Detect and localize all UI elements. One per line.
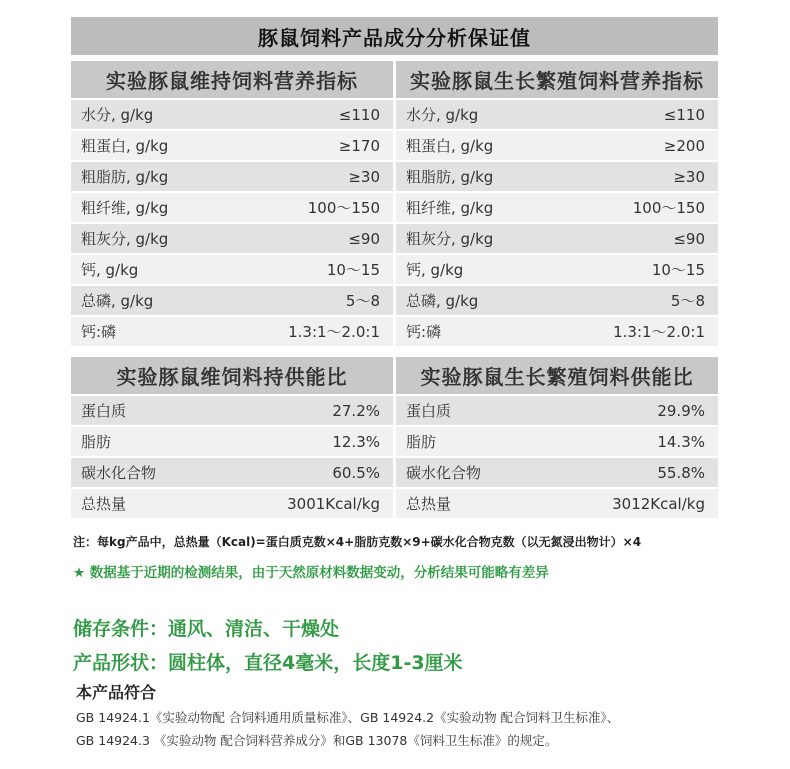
row-value: 55.8%	[657, 463, 705, 482]
row-value: ≤90	[673, 229, 705, 248]
row-label: 水分, g/kg	[406, 106, 479, 124]
row-label: 总热量	[81, 495, 127, 513]
row-value: ≤110	[663, 105, 705, 124]
maintenance-energy-rows	[71, 394, 393, 518]
row-value: 29.9%	[657, 401, 705, 420]
row-value: ≤110	[338, 105, 380, 124]
row-value: 1.3:1～2.0:1	[288, 323, 380, 341]
maintenance-nutrition-heading: 实验豚鼠维持饲料营养指标	[71, 61, 393, 98]
breeding-nutrition-table	[396, 61, 718, 346]
maintenance-energy-table	[71, 357, 393, 518]
row-label: 钙, g/kg	[81, 261, 139, 279]
row-label: 钙:磷	[81, 323, 117, 341]
row-label: 粗蛋白, g/kg	[406, 137, 494, 155]
row-label: 粗纤维, g/kg	[406, 199, 494, 217]
row-value: ≤90	[348, 229, 380, 248]
row-label: 脂肪	[81, 433, 112, 451]
table-row	[71, 456, 393, 487]
row-value: 12.3%	[332, 432, 380, 451]
table-row	[396, 191, 718, 222]
row-value: 3012Kcal/kg	[612, 494, 705, 513]
row-value: ≥30	[348, 167, 380, 186]
row-label: 粗纤维, g/kg	[81, 199, 169, 217]
breeding-energy-heading: 实验豚鼠生长繁殖饲料供能比	[396, 357, 718, 394]
row-value: ≥200	[663, 136, 705, 155]
row-value: 27.2%	[332, 401, 380, 420]
row-value: 1.3:1～2.0:1	[613, 323, 705, 341]
breeding-nutrition-rows	[396, 98, 718, 346]
table-row	[396, 222, 718, 253]
table-row	[71, 191, 393, 222]
energy-formula-note: 注：每kg产品中，总热量（Kcal)=蛋白质克数×4+脂肪克数×9+碳水化合物克数（以无氮浸出物计）×4	[73, 535, 642, 549]
row-value: ≥170	[338, 136, 380, 155]
row-label: 总热量	[406, 495, 452, 513]
table-row	[396, 160, 718, 191]
row-label: 蛋白质	[81, 402, 127, 420]
table-row	[396, 425, 718, 456]
row-label: 碳水化合物	[81, 464, 157, 482]
row-label: 总磷, g/kg	[81, 292, 154, 310]
row-label: 粗灰分, g/kg	[406, 230, 494, 248]
table-row	[71, 98, 393, 129]
standards-line-1: GB 14924.1《实验动物配 合饲料通用质量标准》、GB 14924.2《实验动物 配合饲料卫生标准》、	[76, 710, 620, 725]
row-value: ≥30	[673, 167, 705, 186]
row-label: 粗蛋白, g/kg	[81, 137, 169, 155]
maintenance-energy-heading: 实验豚鼠维饲料持供能比	[71, 357, 393, 394]
maintenance-nutrition-rows	[71, 98, 393, 346]
row-label: 脂肪	[406, 433, 437, 451]
table-row	[71, 253, 393, 284]
breeding-energy-rows	[396, 394, 718, 518]
row-value: 10～15	[326, 261, 380, 279]
table-row	[396, 253, 718, 284]
table-row	[71, 425, 393, 456]
table-row	[71, 129, 393, 160]
row-value: 5～8	[670, 292, 705, 310]
breeding-nutrition-heading: 实验豚鼠生长繁殖饲料营养指标	[396, 61, 718, 98]
row-label: 粗脂肪, g/kg	[406, 168, 494, 186]
table-row	[71, 315, 393, 346]
product-shape: 产品形状：圆柱体，直径4毫米，长度1-3厘米	[73, 652, 463, 674]
row-value: 14.3%	[657, 432, 705, 451]
table-row	[396, 129, 718, 160]
row-value: 100～150	[632, 199, 705, 217]
maintenance-nutrition-table	[71, 61, 393, 346]
table-row	[71, 160, 393, 191]
table-row	[71, 487, 393, 518]
table-row	[396, 284, 718, 315]
table-row	[396, 456, 718, 487]
row-label: 水分, g/kg	[81, 106, 154, 124]
row-label: 粗灰分, g/kg	[81, 230, 169, 248]
row-value: 10～15	[651, 261, 705, 279]
standards-line-2: GB 14924.3 《实验动物 配合饲料营养成分》和GB 13078《饲料卫生标准》的规定。	[76, 733, 558, 748]
table-row	[71, 222, 393, 253]
row-value: 100～150	[307, 199, 380, 217]
table-row	[71, 284, 393, 315]
table-row	[396, 394, 718, 425]
row-label: 钙:磷	[406, 323, 442, 341]
row-label: 蛋白质	[406, 402, 452, 420]
row-value: 60.5%	[332, 463, 380, 482]
breeding-energy-table	[396, 357, 718, 518]
row-value: 3001Kcal/kg	[287, 494, 380, 513]
row-label: 总磷, g/kg	[406, 292, 479, 310]
table-row	[396, 98, 718, 129]
page-title: 豚鼠饲料产品成分分析保证值	[71, 17, 718, 55]
conformance-title: 本产品符合	[76, 683, 157, 702]
row-label: 碳水化合物	[406, 464, 482, 482]
table-row	[71, 394, 393, 425]
table-row	[396, 487, 718, 518]
row-label: 粗脂肪, g/kg	[81, 168, 169, 186]
table-row	[396, 315, 718, 346]
data-disclaimer: ★ 数据基于近期的检测结果，由于天然原材料数据变动，分析结果可能略有差异	[73, 565, 549, 581]
storage-conditions: 储存条件：通风、清洁、干燥处	[73, 618, 340, 640]
row-label: 钙, g/kg	[406, 261, 464, 279]
row-value: 5～8	[345, 292, 380, 310]
